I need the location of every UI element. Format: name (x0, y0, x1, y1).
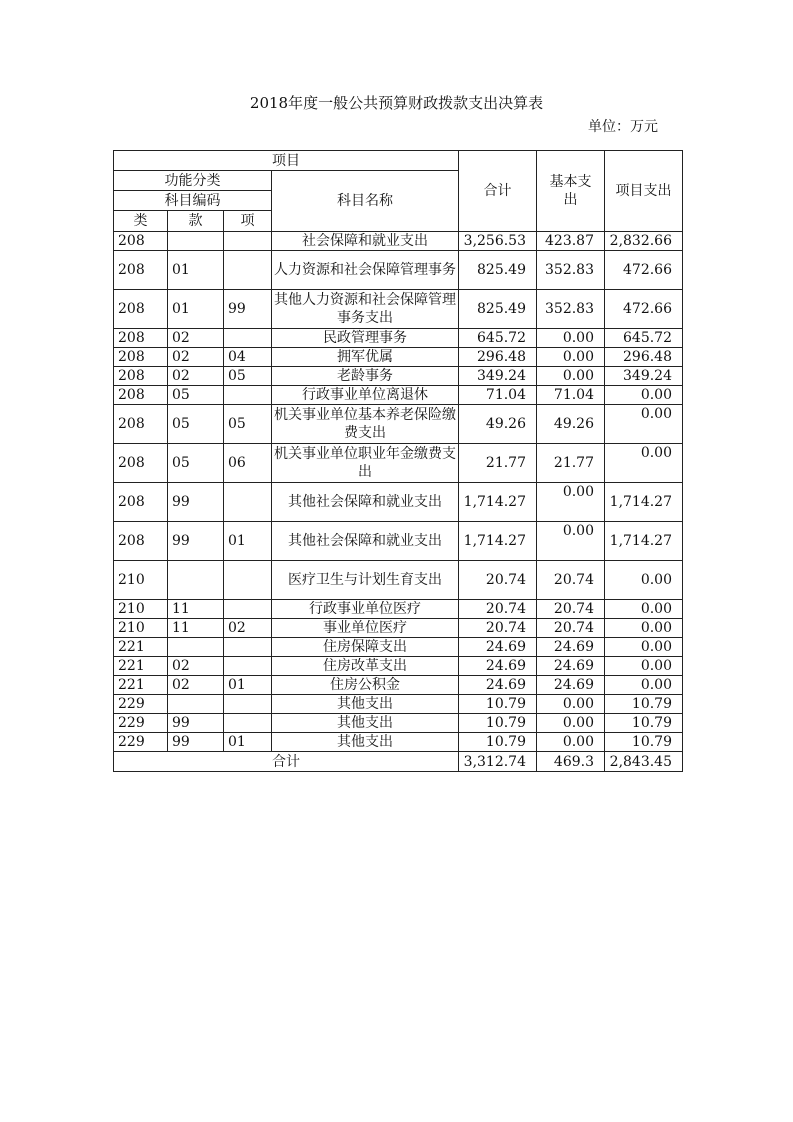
cell-xiang: 06 (224, 444, 272, 483)
cell-basic: 20.74 (537, 619, 605, 638)
cell-subject-name: 住房改革支出 (272, 657, 459, 676)
cell-project: 10.79 (605, 733, 683, 752)
cell-kuan: 99 (168, 483, 224, 522)
cell-basic: 352.83 (537, 290, 605, 329)
table-row (114, 251, 683, 290)
cell-lei: 208 (114, 290, 168, 329)
cell-total: 24.69 (459, 676, 537, 695)
cell-basic: 71.04 (537, 386, 605, 405)
cell-subject-name: 住房保障支出 (272, 638, 459, 657)
cell-xiang (224, 251, 272, 290)
cell-lei: 221 (114, 676, 168, 695)
cell-lei: 208 (114, 251, 168, 290)
cell-project: 1,714.27 (605, 522, 683, 561)
cell-kuan: 01 (168, 251, 224, 290)
cell-kuan: 02 (168, 329, 224, 348)
header-subject-code: 科目编码 (114, 191, 272, 211)
table-row (114, 386, 683, 405)
cell-lei: 208 (114, 405, 168, 444)
cell-basic: 352.83 (537, 251, 605, 290)
cell-basic: 0.00 (537, 329, 605, 348)
cell-basic: 49.26 (537, 405, 605, 444)
cell-project: 349.24 (605, 367, 683, 386)
cell-kuan: 11 (168, 600, 224, 619)
header-total: 合计 (459, 151, 537, 232)
cell-lei: 229 (114, 714, 168, 733)
cell-lei: 221 (114, 657, 168, 676)
cell-xiang (224, 657, 272, 676)
cell-xiang: 99 (224, 290, 272, 329)
table-row (114, 405, 683, 444)
cell-xiang: 05 (224, 367, 272, 386)
cell-subject-name: 社会保障和就业支出 (272, 232, 459, 251)
cell-total: 1,714.27 (459, 483, 537, 522)
cell-kuan (168, 561, 224, 600)
table-row (114, 733, 683, 752)
cell-xiang (224, 561, 272, 600)
cell-basic: 24.69 (537, 638, 605, 657)
header-basic: 基本支 出 (537, 151, 605, 232)
total-basic: 469.3 (537, 752, 605, 772)
cell-kuan: 05 (168, 405, 224, 444)
cell-project: 0.00 (605, 561, 683, 600)
cell-basic: 24.69 (537, 676, 605, 695)
cell-project: 10.79 (605, 695, 683, 714)
cell-total: 10.79 (459, 733, 537, 752)
cell-xiang (224, 695, 272, 714)
cell-project: 472.66 (605, 290, 683, 329)
cell-kuan: 02 (168, 676, 224, 695)
cell-kuan (168, 232, 224, 251)
cell-basic: 0.00 (537, 695, 605, 714)
expenditure-table (113, 150, 683, 772)
cell-total: 825.49 (459, 251, 537, 290)
table-row (114, 348, 683, 367)
cell-basic: 24.69 (537, 657, 605, 676)
cell-total: 24.69 (459, 638, 537, 657)
header-subject-name: 科目名称 (272, 171, 459, 232)
cell-total: 20.74 (459, 619, 537, 638)
cell-subject-name: 住房公积金 (272, 676, 459, 695)
cell-basic: 0.00 (537, 522, 605, 561)
cell-lei: 208 (114, 329, 168, 348)
cell-total: 24.69 (459, 657, 537, 676)
cell-subject-name: 机关事业单位职业年金缴费支出 (272, 444, 459, 483)
cell-total: 21.77 (459, 444, 537, 483)
cell-total: 71.04 (459, 386, 537, 405)
table-row (114, 329, 683, 348)
cell-basic: 0.00 (537, 714, 605, 733)
cell-total: 49.26 (459, 405, 537, 444)
cell-xiang: 04 (224, 348, 272, 367)
cell-xiang: 01 (224, 522, 272, 561)
table-row (114, 657, 683, 676)
cell-lei: 208 (114, 483, 168, 522)
header-func-class: 功能分类 (114, 171, 272, 191)
header-lei: 类 (114, 211, 168, 232)
cell-lei: 210 (114, 561, 168, 600)
cell-project: 0.00 (605, 676, 683, 695)
cell-subject-name: 事业单位医疗 (272, 619, 459, 638)
cell-total: 825.49 (459, 290, 537, 329)
cell-subject-name: 行政事业单位离退休 (272, 386, 459, 405)
cell-project: 296.48 (605, 348, 683, 367)
cell-subject-name: 其他支出 (272, 733, 459, 752)
cell-basic: 20.74 (537, 600, 605, 619)
table-row (114, 676, 683, 695)
table-row (114, 232, 683, 251)
cell-subject-name: 其他人力资源和社会保障管理事务支出 (272, 290, 459, 329)
cell-project: 0.00 (605, 600, 683, 619)
cell-xiang (224, 714, 272, 733)
cell-kuan: 99 (168, 714, 224, 733)
cell-xiang (224, 600, 272, 619)
cell-kuan: 02 (168, 367, 224, 386)
cell-xiang (224, 386, 272, 405)
cell-project: 0.00 (605, 444, 683, 483)
cell-subject-name: 民政管理事务 (272, 329, 459, 348)
cell-project: 10.79 (605, 714, 683, 733)
cell-total: 645.72 (459, 329, 537, 348)
cell-basic: 423.87 (537, 232, 605, 251)
cell-basic: 21.77 (537, 444, 605, 483)
cell-lei: 208 (114, 522, 168, 561)
cell-kuan: 99 (168, 522, 224, 561)
table-row (114, 600, 683, 619)
cell-xiang (224, 483, 272, 522)
page-title: 2018年度一般公共预算财政拨款支出决算表 (249, 94, 544, 112)
cell-subject-name: 拥军优属 (272, 348, 459, 367)
table-row (114, 522, 683, 561)
total-sum: 3,312.74 (459, 752, 537, 772)
table-row (114, 619, 683, 638)
cell-kuan: 02 (168, 657, 224, 676)
cell-kuan: 05 (168, 386, 224, 405)
unit-label: 单位：万元 (588, 119, 658, 135)
cell-lei: 229 (114, 733, 168, 752)
cell-lei: 221 (114, 638, 168, 657)
cell-basic: 0.00 (537, 348, 605, 367)
cell-kuan (168, 695, 224, 714)
table-row (114, 695, 683, 714)
cell-subject-name: 其他社会保障和就业支出 (272, 483, 459, 522)
cell-kuan (168, 638, 224, 657)
cell-total: 1,714.27 (459, 522, 537, 561)
cell-lei: 208 (114, 367, 168, 386)
cell-total: 3,256.53 (459, 232, 537, 251)
table-body (114, 232, 683, 752)
cell-subject-name: 老龄事务 (272, 367, 459, 386)
cell-total: 20.74 (459, 600, 537, 619)
cell-subject-name: 其他支出 (272, 714, 459, 733)
cell-project: 645.72 (605, 329, 683, 348)
cell-project: 472.66 (605, 251, 683, 290)
cell-lei: 208 (114, 444, 168, 483)
header-kuan: 款 (168, 211, 224, 232)
cell-lei: 208 (114, 232, 168, 251)
table-row (114, 483, 683, 522)
cell-project: 0.00 (605, 619, 683, 638)
cell-total: 349.24 (459, 367, 537, 386)
cell-project: 0.00 (605, 638, 683, 657)
cell-lei: 229 (114, 695, 168, 714)
cell-xiang: 02 (224, 619, 272, 638)
header-item: 项目 (114, 151, 459, 171)
cell-project: 2,832.66 (605, 232, 683, 251)
cell-total: 20.74 (459, 561, 537, 600)
header-xiang: 项 (224, 211, 272, 232)
total-project: 2,843.45 (605, 752, 683, 772)
cell-kuan: 05 (168, 444, 224, 483)
table-row (114, 714, 683, 733)
cell-subject-name: 医疗卫生与计划生育支出 (272, 561, 459, 600)
table-row (114, 638, 683, 657)
cell-xiang (224, 232, 272, 251)
cell-subject-name: 行政事业单位医疗 (272, 600, 459, 619)
table-row (114, 290, 683, 329)
cell-lei: 208 (114, 348, 168, 367)
cell-kuan: 99 (168, 733, 224, 752)
cell-project: 0.00 (605, 405, 683, 444)
cell-basic: 0.00 (537, 733, 605, 752)
cell-basic: 0.00 (537, 367, 605, 386)
total-row (114, 752, 683, 772)
cell-xiang (224, 638, 272, 657)
table-row (114, 561, 683, 600)
cell-total: 10.79 (459, 695, 537, 714)
cell-basic: 20.74 (537, 561, 605, 600)
cell-kuan: 11 (168, 619, 224, 638)
cell-total: 296.48 (459, 348, 537, 367)
cell-project: 1,714.27 (605, 483, 683, 522)
table-row (114, 444, 683, 483)
cell-lei: 210 (114, 600, 168, 619)
cell-project: 0.00 (605, 386, 683, 405)
cell-subject-name: 机关事业单位基本养老保险缴费支出 (272, 405, 459, 444)
cell-subject-name: 其他社会保障和就业支出 (272, 522, 459, 561)
cell-subject-name: 其他支出 (272, 695, 459, 714)
cell-subject-name: 人力资源和社会保障管理事务 (272, 251, 459, 290)
cell-lei: 210 (114, 619, 168, 638)
cell-basic: 0.00 (537, 483, 605, 522)
cell-kuan: 02 (168, 348, 224, 367)
cell-xiang: 01 (224, 733, 272, 752)
cell-lei: 208 (114, 386, 168, 405)
cell-xiang: 01 (224, 676, 272, 695)
cell-xiang: 05 (224, 405, 272, 444)
cell-project: 0.00 (605, 657, 683, 676)
cell-kuan: 01 (168, 290, 224, 329)
header-project: 项目支出 (605, 151, 683, 232)
cell-xiang (224, 329, 272, 348)
table-row (114, 367, 683, 386)
total-label: 合计 (114, 752, 459, 772)
cell-total: 10.79 (459, 714, 537, 733)
